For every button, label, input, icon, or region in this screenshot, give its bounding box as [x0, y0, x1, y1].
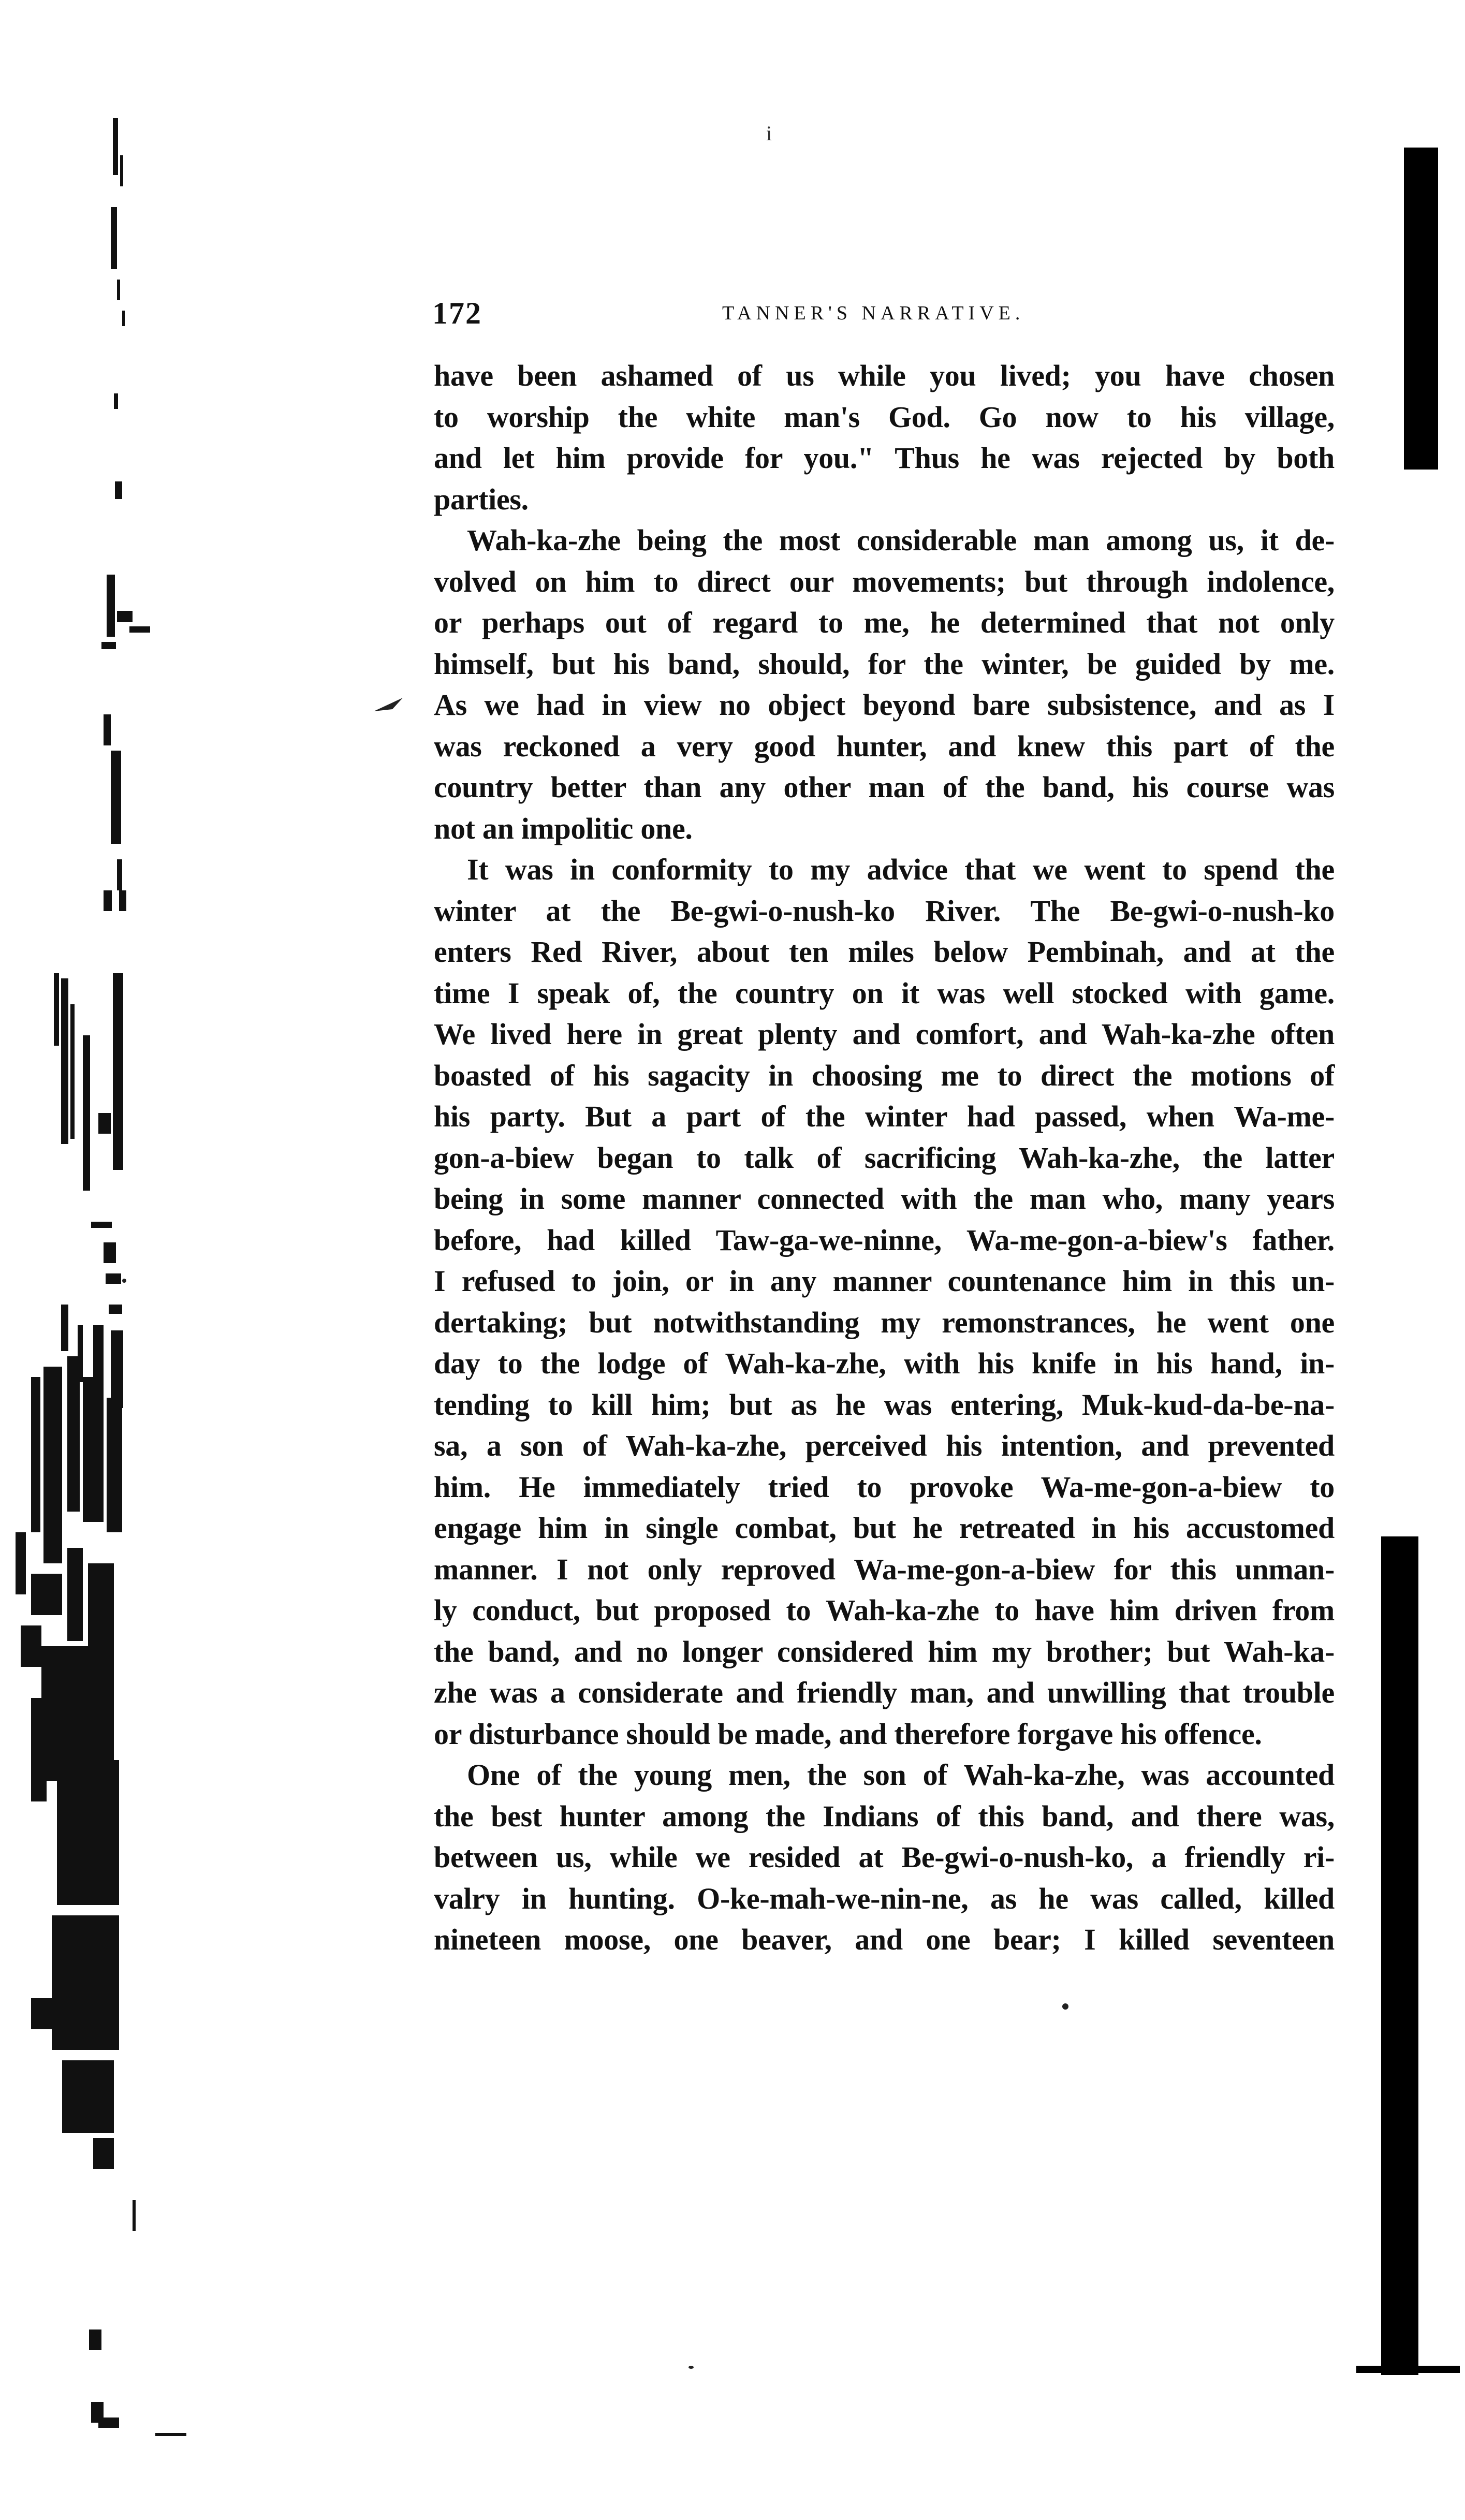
- text-line: his party. But a part of the winter had passed, when Wa-me-: [434, 1100, 1335, 1133]
- scan-edge-bar: [1404, 148, 1438, 470]
- text-line: We lived here in great plenty and comfort, and Wah-ka-zhe often: [434, 1017, 1335, 1051]
- text-line: ly conduct, but proposed to Wah-ka-zhe to have him driven from: [434, 1593, 1335, 1627]
- text-line: the band, and no longer considered him my brother; but Wah-ka-: [434, 1634, 1335, 1668]
- text-line: day to the lodge of Wah-ka-zhe, with his knife in his hand, in-: [434, 1346, 1335, 1380]
- text-line: valry in hunting. O-ke-mah-we-nin-ne, as he was called, killed: [434, 1881, 1335, 1915]
- text-line: manner. I not only reproved Wa-me-gon-a-biew for this unman-: [434, 1552, 1335, 1586]
- text-line: I refused to join, or in any manner countenance him in this un-: [434, 1264, 1335, 1298]
- text-line: boasted of his sagacity in choosing me to direct the motions of: [434, 1058, 1335, 1092]
- text-line: before, had killed Taw-ga-we-ninne, Wa-me-gon-a-biew's father.: [434, 1223, 1335, 1257]
- ink-speck: [1062, 2003, 1068, 2010]
- text-line: not an impolitic one.: [434, 811, 693, 845]
- top-scan-mark: i: [766, 122, 772, 145]
- text-line: himself, but his band, should, for the winter, be guided by me.: [434, 647, 1335, 681]
- text-line: It was in conformity to my advice that we went to spend the: [467, 853, 1335, 886]
- text-line: zhe was a considerate and friendly man, and unwilling that trouble: [434, 1676, 1335, 1709]
- text-line: between us, while we resided at Be-gwi-o-nush-ko, a friendly ri-: [434, 1840, 1335, 1874]
- text-line: As we had in view no object beyond bare subsistence, and as I: [434, 688, 1335, 722]
- text-line: or perhaps out of regard to me, he determined that not only: [434, 606, 1335, 639]
- text-line: tending to kill him; but as he was entering, Muk-kud-da-be-na-: [434, 1387, 1335, 1422]
- running-title: TANNER'S NARRATIVE.: [722, 302, 1025, 324]
- text-line: nineteen moose, one beaver, and one bear; I killed seventeen: [434, 1923, 1335, 1956]
- text-line: country better than any other man of the band, his course was: [434, 770, 1335, 804]
- text-line: time I speak of, the country on it was well stocked with game.: [434, 976, 1335, 1010]
- scan-edge-bar: [1381, 1536, 1418, 2375]
- text-line: have been ashamed of us while you lived; you have chosen: [434, 359, 1335, 392]
- text-line: dertaking; but notwithstanding my remonstrances, he went one: [434, 1305, 1335, 1339]
- scan-edge-bar: [1356, 2366, 1460, 2373]
- text-line: enters Red River, about ten miles below Pembinah, and at the: [434, 935, 1335, 969]
- text-line: being in some manner connected with the man who, many years: [434, 1182, 1335, 1215]
- ink-speck: [122, 1279, 126, 1283]
- margin-check-mark: [372, 694, 413, 714]
- text-line: the best hunter among the Indians of this band, and there was,: [434, 1799, 1335, 1833]
- text-line: and let him provide for you." Thus he was rejected by both: [434, 441, 1335, 475]
- text-line: engage him in single combat, but he retreated in his accustomed: [434, 1511, 1335, 1545]
- running-head: [432, 290, 1333, 336]
- text-line: sa, a son of Wah-ka-zhe, perceived his intention, and prevented: [434, 1429, 1335, 1462]
- text-line: gon-a-biew began to talk of sacrificing Wah-ka-zhe, the latter: [434, 1140, 1335, 1175]
- scan-edge-noise: [0, 0, 197, 2520]
- text-line: One of the young men, the son of Wah-ka-zhe, was accounted: [467, 1758, 1335, 1792]
- text-line: him. He immediately tried to provoke Wa-me-gon-a-biew to: [434, 1470, 1335, 1504]
- ink-speck: [688, 2366, 694, 2369]
- body-text: [434, 355, 1335, 1960]
- text-line: parties.: [434, 482, 529, 516]
- text-line: was reckoned a very good hunter, and knew this part of the: [434, 729, 1335, 763]
- page-number: 172: [432, 296, 482, 330]
- text-line: volved on him to direct our movements; but through indolence,: [434, 564, 1335, 598]
- text-line: winter at the Be-gwi-o-nush-ko River. The Be-gwi-o-nush-ko: [434, 893, 1335, 928]
- text-line: Wah-ka-zhe being the most considerable man among us, it de-: [467, 523, 1335, 557]
- text-line: to worship the white man's God. Go now to his village,: [434, 400, 1335, 434]
- text-line: or disturbance should be made, and therefore forgave his offence.: [434, 1717, 1262, 1751]
